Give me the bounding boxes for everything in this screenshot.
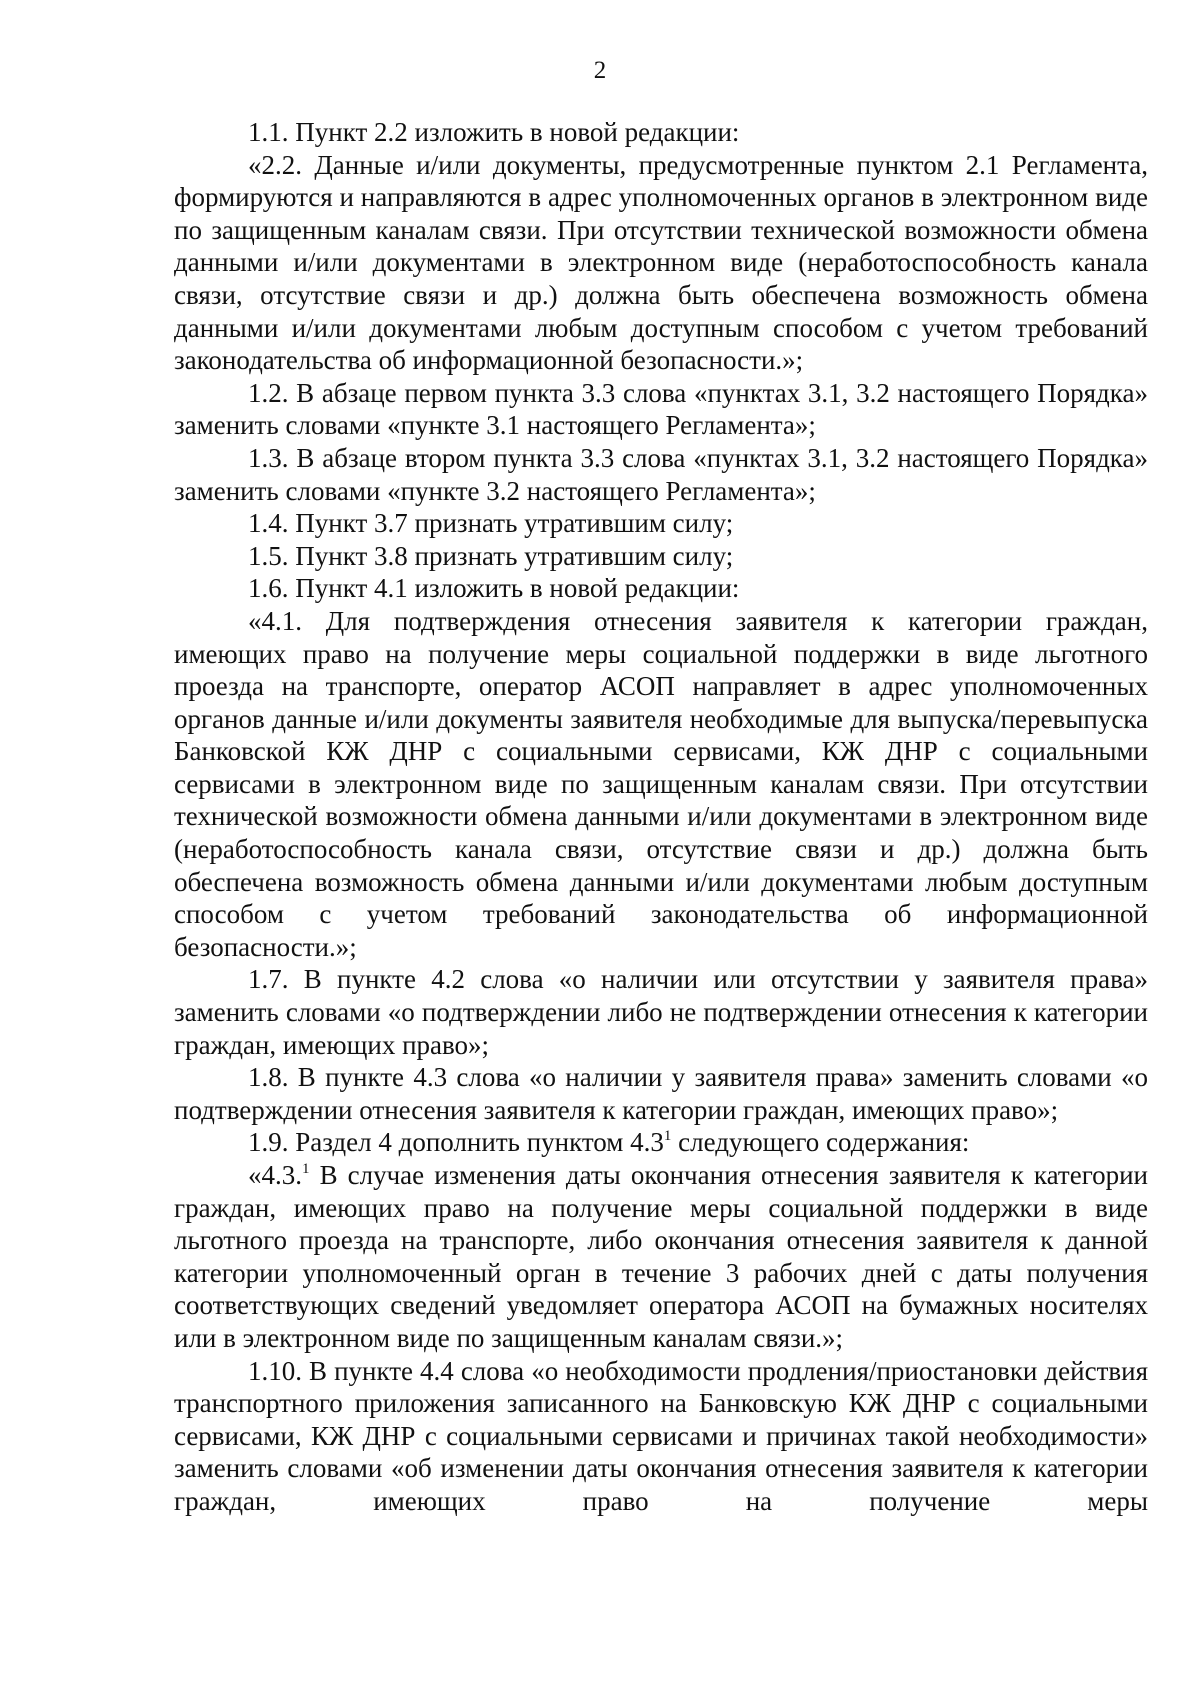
paragraph-quote-4-1: «4.1. Для подтверждения отнесения заявителя к категории граждан, имеющих право на получение меры социальной поддержки в виде льготного проезда на транспорте, оператор АСОП направляет в адрес уполномоченных органов данные и/или документы заявителя необходимые для выпуска/перевыпуска Банковской КЖ ДНР с социальными сервисами, КЖ ДНР с социальными сервисами в электронном виде по защищенным каналам связи. При отсутствии технической возможности обмена данными и/или документами в электронном виде (неработоспособность канала связи, отсутствие связи и др.) должна быть обеспечена возможность обмена данными и/или документами любым доступным способом с учетом требований законодательства об информационной безопасности.»;: [174, 605, 1148, 962]
paragraph-1-9-tail: следующего содержания:: [671, 1127, 970, 1158]
paragraph-1-9-text: 1.9. Раздел 4 дополнить пунктом 4.3: [248, 1127, 664, 1158]
paragraph-1-8: 1.8. В пункте 4.3 слова «о наличии у заявителя права» заменить словами «о подтверждении отнесения заявителя к категории граждан, имеющих право»;: [174, 1062, 1148, 1125]
superscript: 1: [302, 1161, 310, 1177]
paragraph-1-5: 1.5. Пункт 3.8 признать утратившим силу;: [248, 540, 734, 571]
paragraph-1-1: 1.1. Пункт 2.2 изложить в новой редакции:: [248, 117, 740, 147]
quote-4-3-1-number: «4.3.: [248, 1160, 302, 1190]
paragraph-1-6: 1.6. Пункт 4.1 изложить в новой редакции:: [248, 573, 740, 604]
document-body: [174, 116, 1148, 1518]
paragraph-quote-4-3-1: [174, 1159, 1148, 1355]
paragraph-1-3: 1.3. В абзаце втором пункта 3.3 слова «пунктах 3.1, 3.2 настоящего Порядка» заменить словами «пункте 3.2 настоящего Регламента»;: [174, 442, 1148, 506]
paragraph-1-9: [174, 1126, 1148, 1159]
paragraph-1-2: 1.2. В абзаце первом пункта 3.3 слова «пунктах 3.1, 3.2 настоящего Порядка» заменить словами «пункте 3.1 настоящего Регламента»;: [174, 377, 1148, 441]
quote-4-3-1-text: В случае изменения даты окончания отнесения заявителя к категории граждан, имеющих право на получение меры социальной поддержки в виде льготного проезда на транспорте, либо окончания отнесения заявителя к данной категории уполномоченный орган в течение 3 рабочих дней с даты получения соответствующих сведений уведомляет оператора АСОП на бумажных носителях или в электронном виде по защищенным каналам связи.»;: [174, 1160, 1148, 1353]
paragraph-quote-2-2: «2.2. Данные и/или документы, предусмотренные пунктом 2.1 Регламента, формируются и направляются в адрес уполномоченных органов в электронном виде по защищенным каналам связи. При отсутствии технической возможности обмена данными и/или документами в электронном виде (неработоспособность канала связи, отсутствие связи и др.) должна быть обеспечена возможность обмена данными и/или документами любым доступным способом с учетом требований законодательства об информационной безопасности.»;: [174, 149, 1148, 376]
paragraph-1-7: 1.7. В пункте 4.2 слова «о наличии или отсутствии у заявителя права» заменить словами «о подтверждении либо не подтверждении отнесения к категории граждан, имеющих право»;: [174, 964, 1148, 1060]
page-number: 2: [593, 57, 607, 84]
paragraph-1-4: 1.4. Пункт 3.7 признать утратившим силу;: [248, 508, 734, 539]
paragraph-1-10: 1.10. В пункте 4.4 слова «о необходимости продления/приостановки действия транспортного приложения записанного на Банковскую КЖ ДНР с социальными сервисами, КЖ ДНР с социальными сервисами и причинах такой необходимости» заменить словами «об изменении даты окончания отнесения заявителя к категории граждан, имеющих право на получение меры: [174, 1355, 1148, 1516]
superscript: 1: [663, 1128, 672, 1145]
